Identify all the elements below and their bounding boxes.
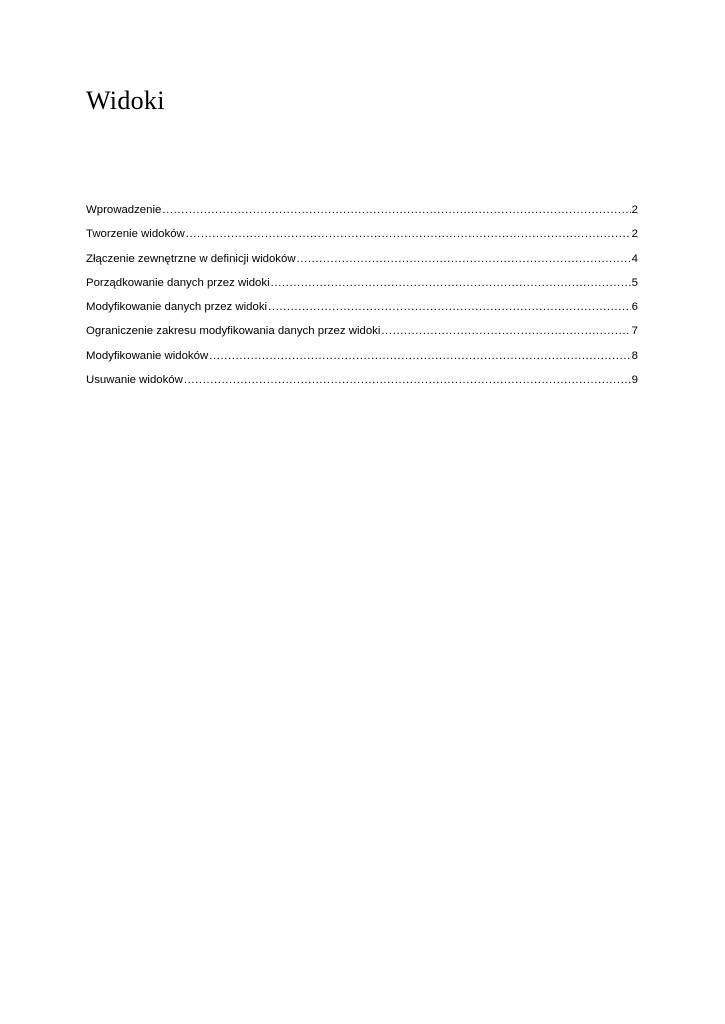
- page-title: Widoki: [86, 86, 165, 115]
- toc-dot-leader: [268, 295, 631, 319]
- toc-entry-label: Wprowadzenie: [86, 204, 162, 216]
- toc-entry-page-number: 2: [631, 228, 638, 241]
- toc-entry-modyfikowanie-danych[interactable]: [86, 295, 638, 319]
- toc-entry-page-number: 5: [631, 276, 638, 289]
- table-of-contents: [86, 198, 638, 392]
- toc-entry-label: Ograniczenie zakresu modyfikowania danych przez widoki: [86, 325, 381, 338]
- toc-dot-leader: [209, 344, 630, 368]
- toc-dot-leader: [297, 247, 631, 271]
- toc-entry-label: Modyfikowanie widoków: [86, 349, 209, 362]
- toc-entry-label: Modyfikowanie danych przez widoki: [86, 301, 268, 314]
- toc-entry-page-number: 2: [631, 204, 638, 216]
- toc-entry-page-number: 8: [631, 349, 638, 362]
- toc-entry-page-number: 9: [631, 374, 638, 387]
- toc-entry-porzadkowanie-danych[interactable]: [86, 271, 638, 295]
- toc-entry-usuwanie-widokow[interactable]: [86, 368, 638, 392]
- toc-entry-wprowadzenie[interactable]: [86, 198, 638, 222]
- toc-entry-tworzenie-widokow[interactable]: [86, 222, 638, 246]
- toc-dot-leader: [271, 271, 631, 295]
- toc-entry-label: Złączenie zewnętrzne w definicji widoków: [86, 252, 296, 265]
- toc-dot-leader: [186, 222, 631, 246]
- toc-entry-label: Tworzenie widoków: [86, 228, 185, 241]
- toc-entry-ograniczenie-zakresu[interactable]: [86, 319, 638, 343]
- toc-entry-label: Usuwanie widoków: [86, 374, 183, 387]
- toc-entry-page-number: 6: [631, 301, 638, 314]
- toc-entry-label: Porządkowanie danych przez widoki: [86, 276, 270, 289]
- toc-entry-zlaczenie-zewnetrzne[interactable]: [86, 247, 638, 271]
- toc-entry-page-number: 7: [631, 325, 638, 338]
- toc-entry-page-number: 4: [631, 252, 638, 265]
- toc-dot-leader: [162, 198, 630, 222]
- toc-dot-leader: [184, 368, 631, 392]
- toc-dot-leader: [381, 319, 630, 343]
- toc-entry-modyfikowanie-widokow[interactable]: [86, 344, 638, 368]
